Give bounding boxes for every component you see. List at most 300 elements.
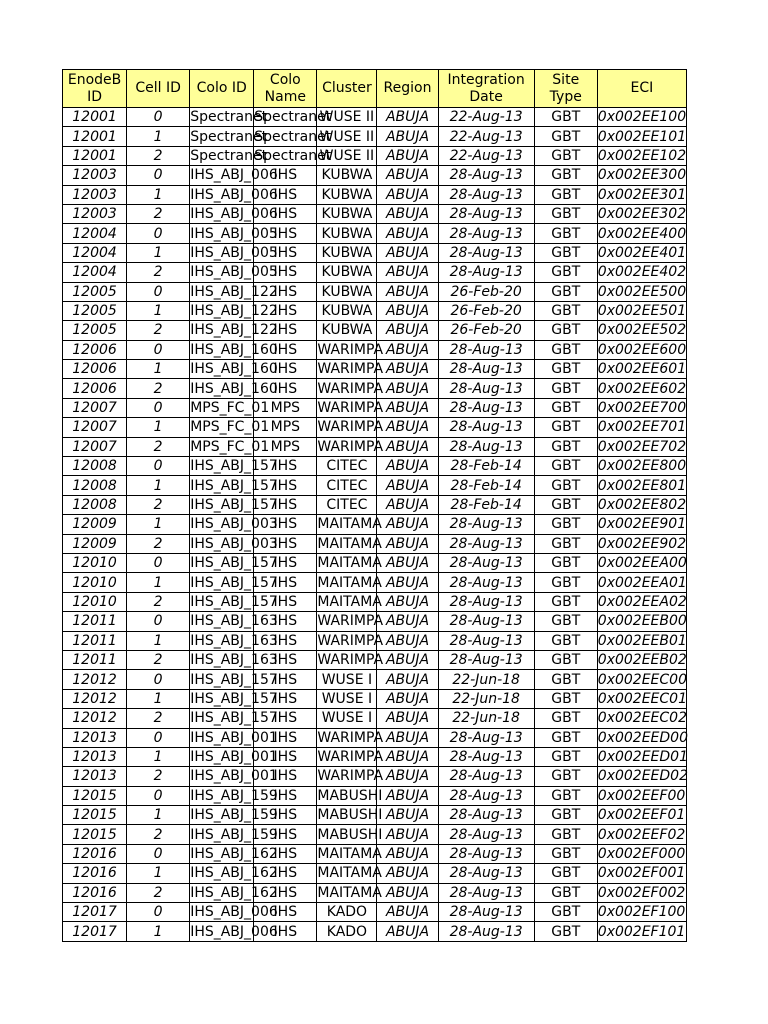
cluster-cell[interactable]: CITEC [317,457,377,476]
table-row[interactable] [63,360,687,379]
colo-name-cell[interactable]: IHS [254,806,317,825]
region-cell[interactable]: ABUJA [377,476,438,495]
cell-id-cell[interactable]: 0 [127,398,190,417]
enodeb-id-cell[interactable]: 12004 [63,224,127,243]
table-row[interactable] [63,553,687,572]
colo-name-cell[interactable]: Spectranet [254,147,332,164]
enodeb-id-cell[interactable]: 12006 [63,340,127,359]
enodeb-id-cell[interactable]: 12012 [63,709,127,728]
region-cell[interactable]: ABUJA [377,146,438,165]
integration-date-header[interactable]: Integration Date [438,70,534,108]
enodeb-id-cell[interactable]: 12013 [63,747,127,766]
integration-date-cell[interactable]: 28-Aug-13 [438,786,534,805]
cell-id-cell[interactable]: 0 [127,903,190,922]
colo-name-cell[interactable]: IHS [254,282,317,301]
colo-name-cell[interactable]: IHS [254,495,317,514]
enodeb-id-cell[interactable]: 12007 [63,418,127,437]
region-cell[interactable]: ABUJA [377,321,438,340]
site-type-cell[interactable]: GBT [534,806,597,825]
site-type-cell[interactable]: GBT [534,340,597,359]
colo-id-cell[interactable]: IHS_ABJ_001 [190,768,278,785]
colo-name-cell[interactable]: IHS [254,340,317,359]
site-type-cell[interactable]: GBT [534,418,597,437]
cell-id-cell[interactable]: 0 [127,612,190,631]
integration-date-cell[interactable]: 28-Aug-13 [438,728,534,747]
colo-id-cell[interactable]: IHS_ABJ_006 [190,206,278,223]
cell-id-cell[interactable]: 1 [127,185,190,204]
colo-id-cell[interactable]: IHS_ABJ_003 [190,535,278,552]
region-cell[interactable]: ABUJA [377,379,438,398]
colo-name-cell[interactable]: IHS [254,553,317,572]
enodeb-id-cell[interactable]: 12012 [63,670,127,689]
eci-cell[interactable]: 0x002EEF01 [597,807,686,824]
enodeb-id-cell[interactable]: 12012 [63,689,127,708]
eci-cell[interactable]: 0x002EE602 [597,380,687,397]
region-cell[interactable]: ABUJA [377,767,438,786]
site-type-cell[interactable]: GBT [534,844,597,863]
eci-cell[interactable]: 0x002EEF00 [597,787,686,804]
table-row[interactable] [63,398,687,417]
table-row[interactable] [63,728,687,747]
eci-cell[interactable]: 0x002EEC02 [597,710,687,727]
cluster-cell[interactable]: CITEC [317,476,377,495]
region-cell[interactable]: ABUJA [377,631,438,650]
cell-id-cell[interactable]: 0 [127,553,190,572]
site-type-cell[interactable]: GBT [534,301,597,320]
integration-date-cell[interactable]: 28-Aug-13 [438,922,534,941]
colo-name-cell[interactable]: IHS [254,360,317,379]
enodeb-id-cell[interactable]: 12010 [63,592,127,611]
colo-id-cell[interactable]: Spectranet [190,109,268,126]
integration-date-cell[interactable]: 22-Aug-13 [438,146,534,165]
colo-name-header[interactable]: Colo Name [254,70,317,108]
colo-id-cell[interactable]: IHS_ABJ_163 [190,652,278,669]
enodeb-id-cell[interactable]: 12001 [63,108,127,127]
table-row[interactable] [63,457,687,476]
cluster-cell[interactable]: MABUSHI [317,826,383,843]
eci-cell[interactable]: 0x002EE600 [597,341,687,358]
region-cell[interactable]: ABUJA [377,844,438,863]
eci-cell[interactable]: 0x002EEC00 [597,671,687,688]
enodeb-id-header[interactable]: EnodeB ID [63,70,127,108]
integration-date-cell[interactable]: 28-Aug-13 [438,612,534,631]
table-row[interactable] [63,224,687,243]
colo-id-cell[interactable]: MPS_FC_01 [190,438,270,455]
cell-id-cell[interactable]: 2 [127,709,190,728]
colo-name-cell[interactable]: IHS [254,825,317,844]
table-row[interactable] [63,806,687,825]
cluster-cell[interactable]: KADO [317,922,377,941]
site-type-cell[interactable]: GBT [534,398,597,417]
eci-cell[interactable]: 0x002EE300 [597,167,687,184]
eci-cell[interactable]: 0x002EEA01 [597,574,687,591]
site-type-cell[interactable]: GBT [534,592,597,611]
table-row[interactable] [63,825,687,844]
eci-cell[interactable]: 0x002EE902 [597,535,687,552]
cluster-cell[interactable]: KUBWA [317,263,377,282]
eci-cell[interactable]: 0x002EF001 [597,865,686,882]
cell-id-cell[interactable]: 1 [127,573,190,592]
eci-cell[interactable]: 0x002EED02 [597,768,688,785]
cell-id-cell[interactable]: 2 [127,767,190,786]
enodeb-id-cell[interactable]: 12004 [63,263,127,282]
region-cell[interactable]: ABUJA [377,495,438,514]
eci-cell[interactable]: 0x002EE802 [597,497,687,513]
cluster-cell[interactable]: KUBWA [317,224,377,243]
cell-id-cell[interactable]: 0 [127,108,190,127]
colo-name-cell[interactable]: IHS [254,185,317,204]
site-type-cell[interactable]: GBT [534,689,597,708]
colo-name-cell[interactable]: IHS [254,709,317,728]
site-type-cell[interactable]: GBT [534,495,597,514]
table-row[interactable] [63,903,687,922]
cluster-cell[interactable]: KUBWA [317,204,377,223]
integration-date-cell[interactable]: 22-Aug-13 [438,108,534,127]
cell-id-cell[interactable]: 1 [127,922,190,941]
colo-name-cell[interactable]: IHS [254,689,317,708]
site-type-cell[interactable]: GBT [534,786,597,805]
cell-id-cell[interactable]: 0 [127,457,190,476]
integration-date-cell[interactable]: 28-Aug-13 [438,185,534,204]
colo-id-cell[interactable]: IHS_ABJ_162 [190,884,278,901]
table-row[interactable] [63,592,687,611]
colo-name-cell[interactable]: IHS [254,515,317,534]
integration-date-cell[interactable]: 28-Aug-13 [438,747,534,766]
cell-id-cell[interactable]: 2 [127,321,190,340]
colo-id-cell[interactable]: IHS_ABJ_163 [190,632,278,649]
region-cell[interactable]: ABUJA [377,553,438,572]
table-row[interactable] [63,786,687,805]
integration-date-cell[interactable]: 26-Feb-20 [438,301,534,320]
eci-cell[interactable]: 0x002EF100 [597,904,686,921]
cluster-cell[interactable]: WARIMPA [317,749,384,766]
eci-cell[interactable]: 0x002EE500 [597,283,687,300]
eci-cell[interactable]: 0x002EE102 [597,147,687,164]
colo-id-cell[interactable]: MPS_FC_01 [190,419,270,436]
eci-cell[interactable]: 0x002EEA02 [597,593,687,610]
region-cell[interactable]: ABUJA [377,534,438,553]
cluster-cell[interactable]: WUSE II [317,108,377,127]
integration-date-cell[interactable]: 28-Aug-13 [438,573,534,592]
colo-name-cell[interactable]: MPS [254,418,317,437]
colo-id-cell[interactable]: IHS_ABJ_122 [190,322,278,339]
integration-date-cell[interactable]: 28-Feb-14 [438,457,534,476]
eci-cell[interactable]: 0x002EE700 [597,400,687,417]
cluster-cell[interactable]: WARIMPA [317,438,384,455]
region-header[interactable]: Region [377,70,438,108]
colo-name-cell[interactable]: IHS [254,204,317,223]
integration-date-cell[interactable]: 28-Aug-13 [438,515,534,534]
site-type-cell[interactable]: GBT [534,127,597,146]
site-type-cell[interactable]: GBT [534,263,597,282]
site-type-cell[interactable]: GBT [534,922,597,941]
cluster-cell[interactable]: WARIMPA [317,380,384,397]
enodeb-id-cell[interactable]: 12011 [63,612,127,631]
eci-cell[interactable]: 0x002EE100 [597,109,687,126]
region-cell[interactable]: ABUJA [377,922,438,941]
region-cell[interactable]: ABUJA [377,515,438,534]
table-row[interactable] [63,476,687,495]
integration-date-cell[interactable]: 28-Aug-13 [438,553,534,572]
colo-id-cell[interactable]: IHS_ABJ_160 [190,341,278,358]
eci-cell[interactable]: 0x002EE101 [597,128,687,145]
integration-date-cell[interactable]: 28-Aug-13 [438,592,534,611]
site-type-cell[interactable]: GBT [534,612,597,631]
site-type-cell[interactable]: GBT [534,903,597,922]
enodeb-id-cell[interactable]: 12005 [63,321,127,340]
cluster-cell[interactable]: KUBWA [317,243,377,262]
site-type-cell[interactable]: GBT [534,650,597,669]
colo-id-cell[interactable]: IHS_ABJ_162 [190,846,278,863]
region-cell[interactable]: ABUJA [377,360,438,379]
cell-id-cell[interactable]: 1 [127,515,190,534]
colo-id-cell[interactable]: IHS_ABJ_006 [190,186,278,203]
cell-id-cell[interactable]: 1 [127,243,190,262]
cluster-cell[interactable]: WARIMPA [317,652,384,669]
site-type-cell[interactable]: GBT [534,146,597,165]
table-row[interactable] [63,340,687,359]
cluster-cell[interactable]: WARIMPA [317,768,384,785]
cell-id-cell[interactable]: 1 [127,747,190,766]
eci-cell[interactable]: 0x002EE702 [597,438,687,455]
cluster-cell[interactable]: KADO [317,903,377,922]
region-cell[interactable]: ABUJA [377,806,438,825]
table-row[interactable] [63,844,687,863]
cell-id-cell[interactable]: 1 [127,360,190,379]
table-row[interactable] [63,709,687,728]
colo-id-cell[interactable]: IHS_ABJ_157 [190,593,278,610]
colo-name-cell[interactable]: IHS [254,786,317,805]
colo-name-cell[interactable]: IHS [254,883,317,902]
site-type-cell[interactable]: GBT [534,243,597,262]
cell-id-cell[interactable]: 1 [127,476,190,495]
table-row[interactable] [63,379,687,398]
cluster-cell[interactable]: MAITAMA [317,555,382,572]
colo-id-cell[interactable]: IHS_ABJ_160 [190,380,278,397]
table-row[interactable] [63,185,687,204]
table-row[interactable] [63,864,687,883]
region-cell[interactable]: ABUJA [377,224,438,243]
region-cell[interactable]: ABUJA [377,670,438,689]
region-cell[interactable]: ABUJA [377,282,438,301]
cluster-cell[interactable]: WARIMPA [317,632,384,649]
region-cell[interactable]: ABUJA [377,108,438,127]
table-row[interactable] [63,282,687,301]
table-row[interactable] [63,495,687,514]
table-row[interactable] [63,670,687,689]
colo-id-cell[interactable]: IHS_ABJ_006 [190,167,278,184]
cell-id-header[interactable]: Cell ID [127,70,190,108]
colo-name-cell[interactable]: IHS [254,612,317,631]
cluster-cell[interactable]: WARIMPA [317,361,384,378]
colo-id-cell[interactable]: Spectranet [190,128,268,145]
enodeb-id-cell[interactable]: 12010 [63,553,127,572]
table-row[interactable] [63,204,687,223]
colo-name-cell[interactable]: IHS [254,650,317,669]
integration-date-cell[interactable]: 28-Aug-13 [438,224,534,243]
cluster-cell[interactable]: KUBWA [317,166,377,185]
region-cell[interactable]: ABUJA [377,457,438,476]
enodeb-id-cell[interactable]: 12013 [63,767,127,786]
colo-id-cell[interactable]: IHS_ABJ_005 [190,244,278,261]
cluster-cell[interactable]: MAITAMA [317,846,382,863]
table-row[interactable] [63,166,687,185]
region-cell[interactable]: ABUJA [377,689,438,708]
cluster-cell[interactable]: WUSE I [317,670,377,689]
site-type-cell[interactable]: GBT [534,728,597,747]
eci-cell[interactable]: 0x002EE301 [597,186,687,203]
site-type-cell[interactable]: GBT [534,709,597,728]
cluster-cell[interactable]: MABUSHI [317,807,383,824]
colo-id-cell[interactable]: IHS_ABJ_157 [190,671,278,688]
site-type-cell[interactable]: GBT [534,825,597,844]
integration-date-cell[interactable]: 28-Aug-13 [438,806,534,825]
table-row[interactable] [63,922,687,941]
integration-date-cell[interactable]: 22-Aug-13 [438,127,534,146]
colo-name-cell[interactable]: MPS [254,398,317,417]
cell-id-cell[interactable]: 1 [127,864,190,883]
eci-cell[interactable]: 0x002EED01 [597,749,688,766]
eci-cell[interactable]: 0x002EE402 [597,264,687,281]
enodeb-id-cell[interactable]: 12016 [63,844,127,863]
colo-name-cell[interactable]: IHS [254,301,317,320]
cell-id-cell[interactable]: 0 [127,786,190,805]
table-row[interactable] [63,321,687,340]
cluster-cell[interactable]: WARIMPA [317,729,384,746]
integration-date-cell[interactable]: 28-Feb-14 [438,495,534,514]
colo-id-cell[interactable]: IHS_ABJ_157 [190,497,278,513]
cell-id-cell[interactable]: 0 [127,166,190,185]
colo-id-cell[interactable]: IHS_ABJ_122 [190,283,278,300]
colo-id-cell[interactable]: Spectranet [190,147,268,164]
integration-date-cell[interactable]: 28-Aug-13 [438,263,534,282]
cell-id-cell[interactable]: 2 [127,379,190,398]
colo-name-cell[interactable]: IHS [254,728,317,747]
site-type-cell[interactable]: GBT [534,360,597,379]
region-cell[interactable]: ABUJA [377,340,438,359]
enodeb-id-cell[interactable]: 12007 [63,398,127,417]
table-row[interactable] [63,534,687,553]
table-row[interactable] [63,883,687,902]
region-cell[interactable]: ABUJA [377,166,438,185]
eci-cell[interactable]: 0x002EEB02 [597,652,687,669]
colo-id-cell[interactable]: IHS_ABJ_160 [190,361,278,378]
eci-cell[interactable]: 0x002EE800 [597,458,687,475]
cluster-cell[interactable]: WARIMPA [317,341,384,358]
colo-name-cell[interactable]: IHS [254,573,317,592]
cell-id-cell[interactable]: 1 [127,418,190,437]
cluster-cell[interactable]: WUSE II [317,146,377,165]
colo-id-cell[interactable]: MPS_FC_01 [190,400,270,417]
region-cell[interactable]: ABUJA [377,418,438,437]
colo-name-cell[interactable]: IHS [254,767,317,786]
colo-name-cell[interactable]: IHS [254,379,317,398]
integration-date-cell[interactable]: 28-Aug-13 [438,243,534,262]
cluster-cell[interactable]: MAITAMA [317,884,382,901]
cell-id-cell[interactable]: 1 [127,127,190,146]
cell-id-cell[interactable]: 2 [127,650,190,669]
site-type-cell[interactable]: GBT [534,282,597,301]
enodeb-id-cell[interactable]: 12001 [63,127,127,146]
site-type-header[interactable]: Site Type [534,70,597,108]
region-cell[interactable]: ABUJA [377,185,438,204]
region-cell[interactable]: ABUJA [377,786,438,805]
eci-cell[interactable]: 0x002EE901 [597,516,687,533]
eci-cell[interactable]: 0x002EF000 [597,846,686,863]
colo-name-cell[interactable]: IHS [254,457,317,476]
cell-id-cell[interactable]: 2 [127,437,190,456]
region-cell[interactable]: ABUJA [377,650,438,669]
integration-date-cell[interactable]: 28-Aug-13 [438,844,534,863]
cell-id-cell[interactable]: 2 [127,146,190,165]
colo-name-cell[interactable]: IHS [254,263,317,282]
integration-date-cell[interactable]: 26-Feb-20 [438,321,534,340]
enodeb-id-cell[interactable]: 12015 [63,825,127,844]
cluster-cell[interactable]: KUBWA [317,321,377,340]
colo-id-cell[interactable]: IHS_ABJ_006 [190,904,278,921]
colo-name-cell[interactable]: IHS [254,534,317,553]
colo-id-cell[interactable]: IHS_ABJ_162 [190,865,278,882]
colo-name-cell[interactable]: IHS [254,166,317,185]
cluster-cell[interactable]: KUBWA [317,282,377,301]
region-cell[interactable]: ABUJA [377,747,438,766]
eci-cell[interactable]: 0x002EE601 [597,361,687,378]
cell-id-cell[interactable]: 1 [127,689,190,708]
enodeb-id-cell[interactable]: 12005 [63,282,127,301]
cluster-cell[interactable]: MAITAMA [317,574,382,591]
eci-cell[interactable]: 0x002EEA00 [597,555,687,572]
site-type-cell[interactable]: GBT [534,767,597,786]
integration-date-cell[interactable]: 28-Aug-13 [438,166,534,185]
cell-id-cell[interactable]: 1 [127,301,190,320]
integration-date-cell[interactable]: 28-Aug-13 [438,398,534,417]
table-row[interactable] [63,631,687,650]
enodeb-id-cell[interactable]: 12003 [63,185,127,204]
table-row[interactable] [63,418,687,437]
colo-id-cell[interactable]: IHS_ABJ_157 [190,574,278,591]
cell-id-cell[interactable]: 0 [127,670,190,689]
cell-id-cell[interactable]: 2 [127,263,190,282]
table-row[interactable] [63,747,687,766]
site-type-cell[interactable]: GBT [534,166,597,185]
cell-id-cell[interactable]: 1 [127,806,190,825]
cell-id-cell[interactable]: 0 [127,844,190,863]
eci-cell[interactable]: 0x002EF002 [597,884,686,901]
site-type-cell[interactable]: GBT [534,670,597,689]
enodeb-id-cell[interactable]: 12009 [63,534,127,553]
cell-id-cell[interactable]: 2 [127,592,190,611]
cell-id-cell[interactable]: 2 [127,495,190,514]
integration-date-cell[interactable]: 28-Aug-13 [438,534,534,553]
site-type-cell[interactable]: GBT [534,553,597,572]
cluster-cell[interactable]: MAITAMA [317,535,382,552]
integration-date-cell[interactable]: 28-Aug-13 [438,903,534,922]
colo-name-cell[interactable]: IHS [254,592,317,611]
site-type-cell[interactable]: GBT [534,457,597,476]
cell-id-cell[interactable]: 2 [127,534,190,553]
cluster-cell[interactable]: CITEC [317,495,377,514]
cell-id-cell[interactable]: 2 [127,883,190,902]
enodeb-id-cell[interactable]: 12015 [63,786,127,805]
colo-name-cell[interactable]: IHS [254,321,317,340]
cluster-header[interactable]: Cluster [317,70,377,108]
colo-id-cell[interactable]: IHS_ABJ_006 [190,923,278,940]
site-type-cell[interactable]: GBT [534,379,597,398]
eci-cell[interactable]: 0x002EE502 [597,322,687,339]
cluster-cell[interactable]: WARIMPA [317,419,384,436]
table-row[interactable] [63,650,687,669]
colo-name-cell[interactable]: IHS [254,476,317,495]
